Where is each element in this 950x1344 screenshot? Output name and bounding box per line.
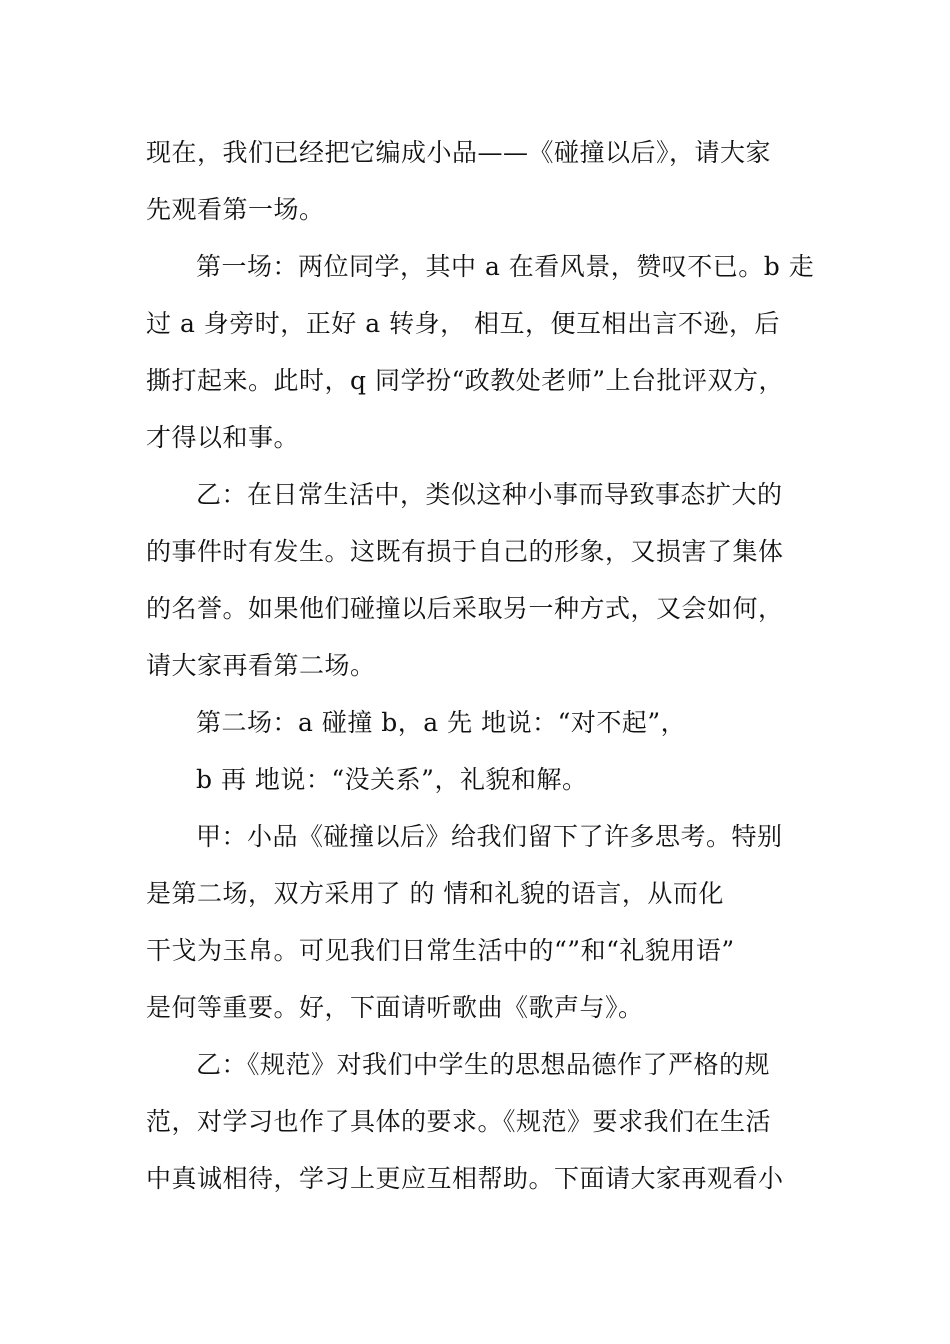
text-line: 乙：《规范》对我们中学生的思想品德作了严格的规 (196, 1050, 771, 1079)
text-line: 中真诚相待，学习上更应互相帮助。下面请大家再观看小 (146, 1164, 784, 1193)
text-line: b 再 地说：“没关系”，礼貌和解。 (196, 765, 588, 794)
text-line: 第一场：两位同学，其中 a 在看风景，赞叹不已。b 走 (196, 252, 815, 281)
text-line: 的事件时有发生。这既有损于自己的形象，又损害了集体 (146, 537, 784, 566)
text-line: 甲：小品《碰撞以后》给我们留下了许多思考。特别 (196, 822, 783, 851)
text-line: 第二场：a 碰撞 b，a 先 地说：“对不起”， (196, 708, 687, 737)
text-line: 撕打起来。此时，q 同学扮“政教处老师”上台批评双方， (146, 366, 785, 395)
text-line: 请大家再看第二场。 (146, 651, 376, 680)
text-line: 是何等重要。好，下面请听歌曲《歌声与》。 (146, 993, 644, 1022)
text-line: 范，对学习也作了具体的要求。《规范》要求我们在生活 (146, 1107, 772, 1136)
text-line: 乙：在日常生活中，类似这种小事而导致事态扩大的 (196, 480, 783, 509)
text-line: 的名誉。如果他们碰撞以后采取另一种方式，又会如何， (146, 594, 784, 623)
text-line: 现在，我们已经把它编成小品——《碰撞以后》，请大家 (146, 138, 772, 167)
text-line: 干戈为玉帛。可见我们日常生活中的“”和“礼貌用语” (146, 936, 735, 965)
text-line: 才得以和事。 (146, 423, 300, 452)
text-line: 先观看第一场。 (146, 195, 325, 224)
text-line: 是第二场，双方采用了 的 情和礼貌的语言，从而化 (146, 879, 724, 908)
text-line: 过 a 身旁时，正好 a 转身， 相互，便互相出言不逊，后 (146, 309, 781, 338)
